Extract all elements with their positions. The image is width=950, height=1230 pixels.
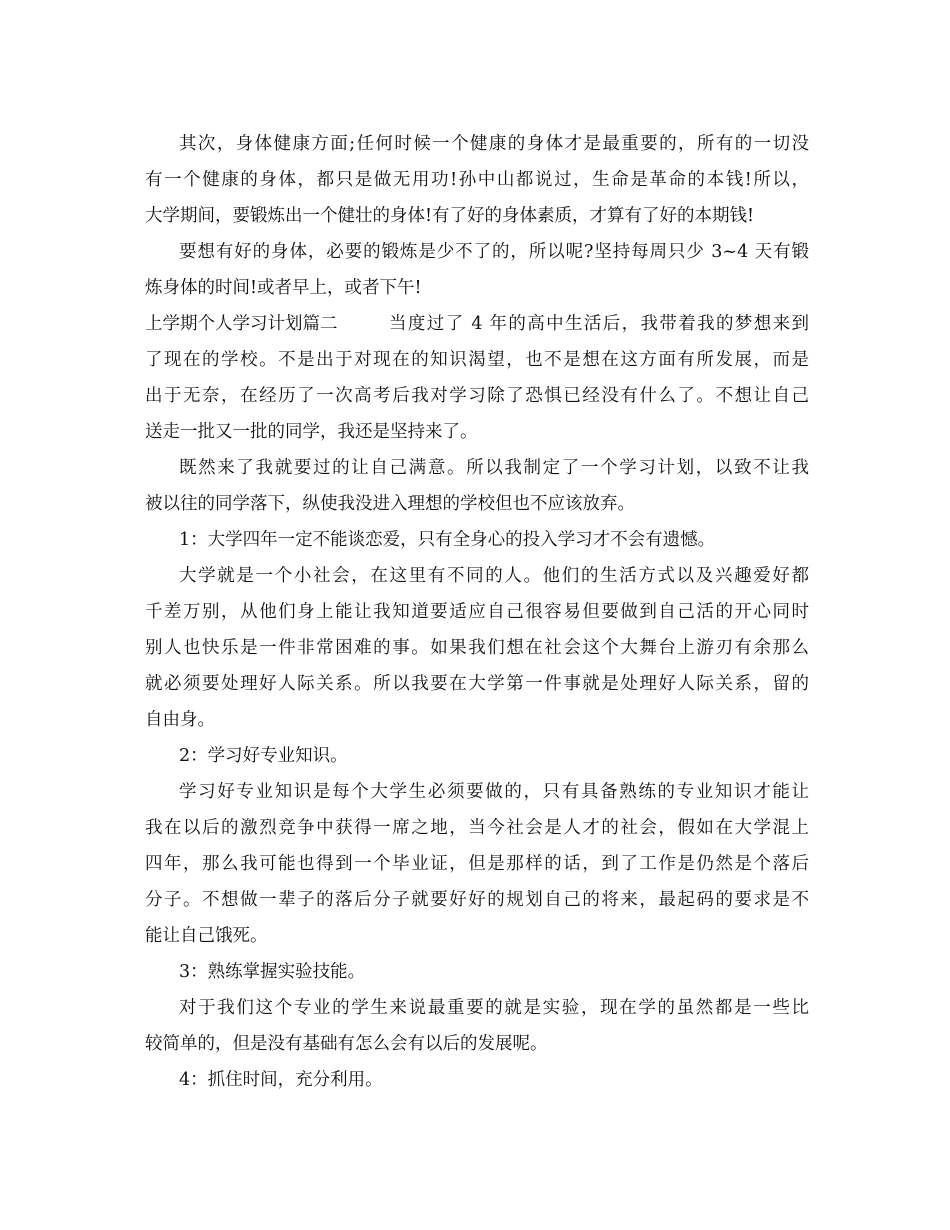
text-line: 较简单的，但是没有基础有怎么会有以后的发展呢。 [145, 1034, 548, 1054]
text-line: 1：大学四年一定不能谈恋爱，只有全身心的投入学习才不会有遗憾。 [179, 530, 716, 550]
paragraph [145, 234, 809, 306]
text-line: 4：抓住时间，充分利用。 [179, 1070, 383, 1090]
text-line: 对于我们这个专业的学生来说最重要的就是实验，现在学的虽然都是一些比 [179, 998, 809, 1018]
paragraph [145, 954, 809, 990]
section-paragraph [145, 306, 809, 450]
paragraph [145, 450, 809, 522]
paragraph-group [145, 450, 809, 1098]
text-line: 能让自己饿死。 [145, 926, 268, 946]
paragraph-group [145, 126, 809, 306]
text-line: 被以往的同学落下，纵使我没进入理想的学校但也不应该放弃。 [145, 494, 635, 514]
text-line: 别人也快乐是一件非常困难的事。如果我们想在社会这个大舞台上游刃有余那么 [145, 638, 809, 658]
paragraph [145, 522, 809, 558]
text-line: 出于无奈，在经历了一次高考后我对学习除了恐惧已经没有什么了。不想让自己 [145, 386, 809, 406]
section-first-line-text: 当度过了 4 年的高中生活后，我带着我的梦想来到 [389, 314, 809, 334]
text-line: 了现在的学校。不是出于对现在的知识渴望，也不是想在这方面有所发展，而是 [145, 350, 809, 370]
text-line: 自由身。 [145, 710, 215, 730]
text-line: 四年，那么我可能也得到一个毕业证，但是那样的话，到了工作是仍然是个落后 [145, 854, 809, 874]
section-heading: 上学期个人学习计划篇二 [145, 314, 338, 334]
text-line: 2：学习好专业知识。 [179, 746, 348, 766]
paragraph [145, 558, 809, 738]
text-line: 我在以后的激烈竞争中获得一席之地，当今社会是人才的社会，假如在大学混上 [145, 818, 809, 838]
text-line: 大学就是一个小社会，在这里有不同的人。他们的生活方式以及兴趣爱好都 [179, 566, 809, 586]
section-first-line [145, 306, 809, 342]
paragraph [145, 126, 809, 234]
text-line: 分子。不想做一辈子的落后分子就要好好的规划自己的将来，最起码的要求是不 [145, 890, 809, 910]
text-line: 要想有好的身体，必要的锻炼是少不了的，所以呢?坚持每周只少 3~4 天有锻 [179, 242, 809, 262]
text-line: 有一个健康的身体，都只是做无用功!孙中山都说过，生命是革命的本钱!所以， [145, 170, 809, 190]
text-line: 大学期间，要锻炼出一个健壮的身体!有了好的身体素质，才算有了好的本期钱! [145, 206, 755, 226]
text-line: 千差万别，从他们身上能让我知道要适应自己很容易但要做到自己活的开心同时 [145, 602, 809, 622]
text-line: 学习好专业知识是每个大学生必须要做的，只有具备熟练的专业知识才能让 [179, 782, 809, 802]
text-line: 其次，身体健康方面;任何时候一个健康的身体才是最重要的，所有的一切没 [179, 134, 809, 154]
text-line: 既然来了我就要过的让自己满意。所以我制定了一个学习计划，以致不让我 [179, 458, 809, 478]
text-line: 炼身体的时间!或者早上，或者下午! [145, 278, 422, 298]
paragraph [145, 774, 809, 954]
paragraph [145, 1062, 809, 1098]
document-page [145, 126, 809, 1098]
paragraph [145, 990, 809, 1062]
paragraph [145, 738, 809, 774]
text-line: 送走一批又一批的同学，我还是坚持来了。 [145, 422, 478, 442]
text-line: 就必须要处理好人际关系。所以我要在大学第一件事就是处理好人际关系，留的 [145, 674, 809, 694]
text-line: 3：熟练掌握实验技能。 [179, 962, 366, 982]
